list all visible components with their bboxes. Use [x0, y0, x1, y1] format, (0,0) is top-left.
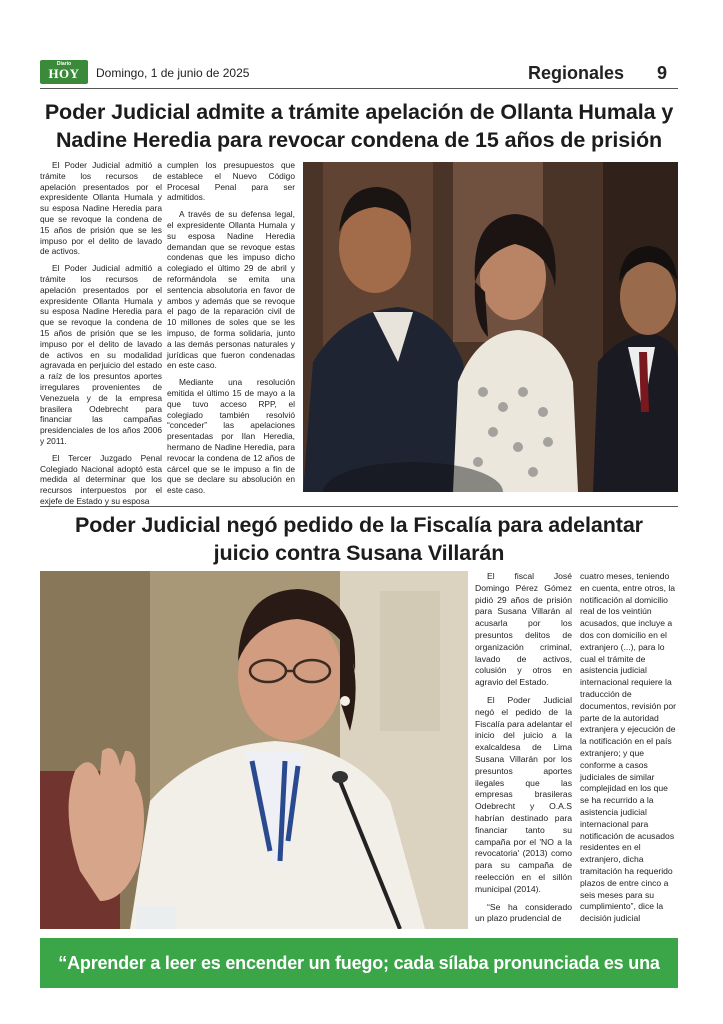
- article1-column-2: [167, 160, 295, 502]
- logo-big-text: HOY: [48, 66, 80, 81]
- article-divider: [40, 506, 678, 507]
- humala-heredia-illustration: [303, 162, 678, 492]
- article1-headline: [40, 98, 678, 154]
- article2-paragraph: “Se ha considerado un plazo prudencial de: [475, 901, 572, 924]
- article1-paragraph: El Poder Judicial admitió a trámite los recursos de apelación presentados por el expresidente Ollanta Humala y su esposa Nadine Heredia para que se revoque la condena de 15 años de prisión que se les impuso por el delito de lavado de activos en su modalidad agravada en perjuicio del estado a raíz de los presuntos aportes irregulares provenientes de Venezuela y de la empresa brasilera Odebrecht para financiar las campañas presidenciales de los años 2006 y 2011.: [40, 263, 162, 446]
- humala-heredia-photo: [303, 162, 678, 492]
- article2-headline: [40, 511, 678, 567]
- article2-column-2: [580, 571, 678, 931]
- article1-headline-line1: Poder Judicial admite a trámite apelación de Ollanta Humala y: [44, 100, 674, 124]
- newspaper-logo: [40, 60, 88, 84]
- article2-paragraph: El Poder Judicial negó el pedido de la Fiscalía para adelantar el inicio del juicio a la exalcaldesa de Lima Susana Villarán por los presuntos aportes ilegales que las empresas brasileras Odebrecht y O.A.S habrían destinado para financiar tanto su campaña por el 'NO a la revocatoria' (2013) como para su campaña de reelección en el sillón municipal (2014).: [475, 694, 572, 894]
- logo-small-text: Diario: [56, 61, 72, 67]
- article2-headline-line2: juicio contra Susana Villarán: [213, 541, 505, 565]
- section-title: Regionales: [528, 63, 625, 83]
- quote-banner: “Aprender a leer es encender un fuego; cada sílaba pronunciada es una chispa”.: [40, 938, 678, 988]
- villaran-illustration: [40, 571, 468, 929]
- article1-paragraph: cumplen los presupuestos que establece el Nuevo Código Procesal Penal para ser admitidos.: [167, 160, 295, 203]
- article1-paragraph: Mediante una resolución emitida el último 15 de mayo a la que tuvo acceso RPP, el colegiado también resolvió “conceder” las apelaciones presentadas por Ilan Heredia, hermano de Nadine Heredia, para revocar la condena de 12 años de cárcel que se le impuso a fin de que se declare su absolución en este caso.: [167, 377, 295, 496]
- villaran-photo: [40, 571, 468, 929]
- header-divider: [40, 88, 678, 89]
- article2-paragraph: El fiscal José Domingo Pérez Gómez pidió 29 años de prisión para Susana Villarán al acusarla por los presuntos delitos de organización criminal, lavado de activos, colusión y otros en agravio del Estado.: [475, 571, 572, 688]
- article1-paragraph: El Poder Judicial admitió a trámite los recursos de apelación presentados por el expresidente Ollanta Humala y su esposa Nadine Heredia para que se revoque la condena de 15 años de prisión que se les impuso por el delito de lavado de activos.: [40, 160, 162, 257]
- article2-column-1: [475, 571, 572, 931]
- article1-paragraph: El Tercer Juzgado Penal Colegiado Nacional adoptó esta medida al determinar que los recursos interpuestos por el exjefe de Estado y su esposa: [40, 452, 162, 506]
- issue-date: Domingo, 1 de junio de 2025: [96, 66, 250, 80]
- article1-headline-line2: Nadine Heredia para revocar condena de 15 años de prisión: [55, 128, 663, 152]
- article2-paragraph: cuatro meses, teniendo en cuenta, entre otros, la notificación al domicilio real de los veintiún acusados, que incluye a dos con domicilio en el extranjero (...), para lo cual el trámite de asistencia judicial internacional requiere la traducción de documentos, revisión por parte de la autoridad extranjera y ejecución de la notificación en el país extranjero; y que conforme a casos judiciales de similar complejidad en los que se ha recurrido a la asistencia judicial internacional para notificación de acusados residentes en el extranjero, dicha tramitación ha requerido plazos de entre cinco a seis meses para su cumplimiento”, dice la decisión judicial: [580, 571, 677, 924]
- page-number: 9: [657, 63, 668, 83]
- article2-headline-line1: Poder Judicial negó pedido de la Fiscalía para adelantar: [75, 513, 643, 537]
- article1-paragraph: A través de su defensa legal, el expresidente Ollanta Humala y su esposa Nadine Heredia demandan que se revoque estas condenas que les impuso dicho colegiado el último 29 de abril y reformándola se emita una sentencia absolutoria en favor de ambos y además que se revoque el pago de la reparación civil de 10 millones de soles que se les impuso, de forma solidaria, junto a las demás personas naturales y jurídicas que fueron condenadas en este caso.: [167, 209, 295, 371]
- article1-column-1: [40, 160, 162, 513]
